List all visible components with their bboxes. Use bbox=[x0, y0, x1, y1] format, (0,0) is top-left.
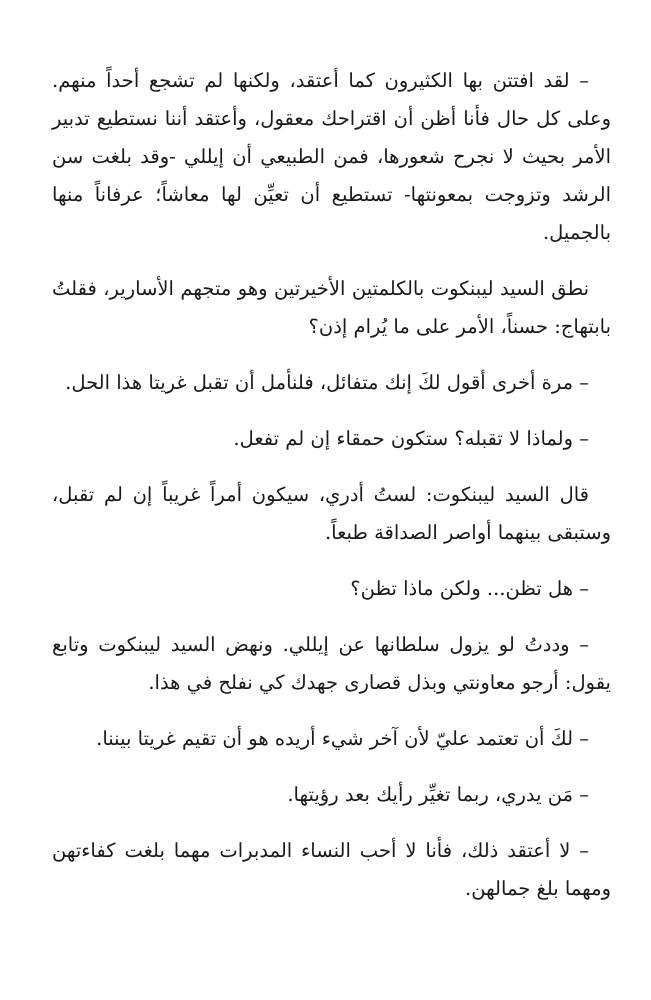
paragraph-9: – مَن يدري، ربما تغيِّر رأيك بعد رؤيتها. bbox=[287, 783, 589, 806]
paragraph-7: – وددتُ لو يزول سلطانها عن إيللي. ونهض السيد ليبنكوت وتابع يقول: أرجو معاونتي وبذل قصارى جهدك كي نفلح في هذا. bbox=[52, 633, 611, 694]
paragraph-8: – لكَ أن تعتمد عليّ لأن آخر شيء أريده هو أن تقيم غريتا بيننا. bbox=[96, 727, 589, 750]
paragraph-3: – مرة أخرى أقول لكَ إنك متفائل، فلنأمل أن تقبل غريتا هذا الحل. bbox=[65, 371, 589, 394]
paragraph-6: – هل تظن... ولكن ماذا تظن؟ bbox=[350, 577, 589, 600]
paragraph-4: – ولماذا لا تقبله؟ ستكون حمقاء إن لم تفعل. bbox=[233, 427, 589, 450]
text-page bbox=[0, 62, 651, 926]
paragraph-2: نطق السيد ليبنكوت بالكلمتين الأخيرتين وهو متجهم الأسارير، فقلتُ بابتهاج: حسناً، الأمر على ما يُرام إذن؟ bbox=[52, 277, 611, 338]
paragraph-1: – لقد افتتن بها الكثيرون كما أعتقد، ولكنها لم تشجع أحداً منهم. وعلى كل حال فأنا أظن أن اقتراحك معقول، وأعتقد أننا نستطيع تدبير الأمر بحيث لا نجرح شعورها، فمن الطبيعي أن إيللي -وقد بلغت سن الرشد وتزوجت بمعونتها- تستطيع أن تعيِّن لها معاشاً؛ عرفاناً منها بالجميل. bbox=[52, 69, 611, 244]
paragraph-5: قال السيد ليبنكوت: لستُ أدري، سيكون أمراً غريباً إن لم تقبل، وستبقى بينهما أواصر الصداقة طبعاً. bbox=[52, 483, 611, 544]
paragraph-10: – لا أعتقد ذلك، فأنا لا أحب النساء المدبرات مهما بلغت كفاءتهن ومهما بلغ جمالهن. bbox=[52, 839, 611, 900]
